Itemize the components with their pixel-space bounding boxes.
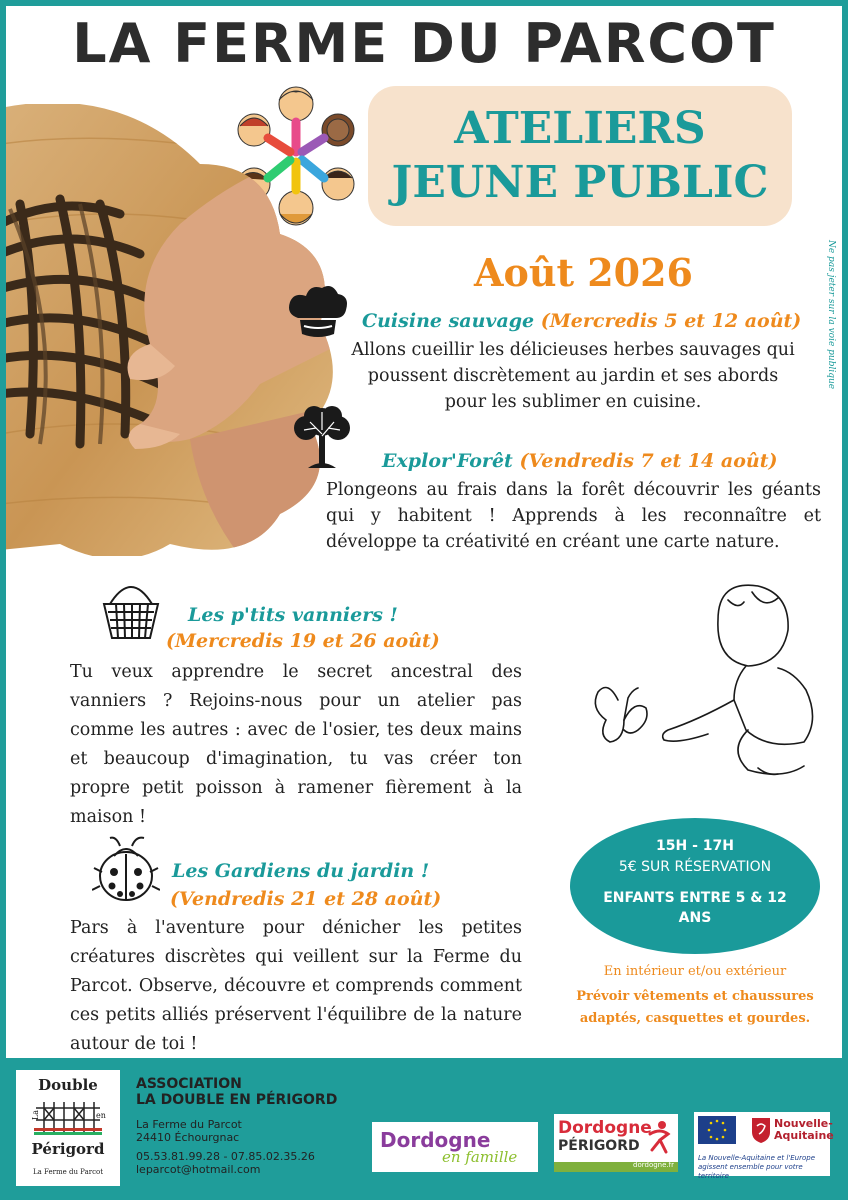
activity-1-name: Cuisine sauvage — [362, 310, 535, 332]
activity-1-dates: (Mercredis 5 et 12 août) — [540, 310, 802, 332]
assoc-line-2: LA DOUBLE EN PÉRIGORD — [136, 1092, 338, 1108]
advice-line-1: Prévoir vêtements et chaussures — [576, 989, 814, 1004]
page-title: LA FERME DU PARCOT — [72, 12, 776, 75]
dper-text-3: dordogne.fr — [633, 1161, 674, 1169]
activity-3-name: Les p'tits vanniers ! — [188, 604, 398, 626]
activity-1-description — [316, 337, 830, 415]
region-name-line-2: Aquitaine — [774, 1129, 834, 1142]
basket-icon — [98, 576, 164, 642]
practical-info-ellipse — [570, 818, 820, 954]
age-line-2: ANS — [678, 910, 712, 926]
assoc-line-1: ASSOCIATION — [136, 1076, 242, 1092]
activity-2-dates: (Vendredis 7 et 14 août) — [519, 450, 778, 472]
dper-text-1: Dordogne — [558, 1118, 652, 1138]
badge-line-1: ATELIERS — [454, 103, 706, 154]
child-butterfly-drawing — [568, 580, 826, 790]
activity-1-line: pour les sublimer en cuisine. — [444, 392, 702, 412]
activity-4-dates: (Vendredis 21 et 28 août) — [170, 888, 442, 910]
dper-text-2: PÉRIGORD — [558, 1138, 640, 1154]
logo-top-text: Double — [38, 1076, 98, 1094]
age-line-1: ENFANTS ENTRE 5 & 12 — [603, 890, 787, 906]
activity-1-title — [362, 310, 801, 332]
price-text: 5€ SUR RÉSERVATION — [618, 859, 772, 875]
region-tagline-line-2: agissent ensemble pour votre territoire — [698, 1163, 803, 1180]
runner-figure-icon — [646, 1120, 672, 1154]
activity-3-dates: (Mercredis 19 et 26 août) — [166, 630, 440, 652]
activity-2-description: Plongeons au frais dans la forêt découvrir les géants qui y habitent ! Apprends à les reconnaître et développe ta créativité en créant une carte nature. — [326, 480, 821, 552]
email-link[interactable]: leparcot@hotmail.com — [136, 1163, 261, 1176]
ladybug-icon — [92, 832, 160, 904]
association-name — [136, 1076, 337, 1108]
activity-1-line: poussent discrètement au jardin et ses abords — [367, 366, 779, 386]
footer — [0, 1058, 848, 1200]
region-lion-icon — [750, 1116, 772, 1144]
dordogne-perigord-logo — [554, 1114, 678, 1172]
region-tagline-line-1: La Nouvelle-Aquitaine et l'Europe — [698, 1154, 816, 1162]
phone-text[interactable]: 05.53.81.99.28 - 07.85.02.35.26 — [136, 1150, 315, 1163]
month-heading: Août 2026 — [474, 250, 694, 295]
contact — [136, 1150, 315, 1176]
activity-1-line: Allons cueillir les délicieuses herbes sauvages qui — [351, 340, 795, 360]
address-line-1: La Ferme du Parcot — [136, 1118, 242, 1131]
nouvelle-aquitaine-europe-logo — [694, 1112, 834, 1180]
eu-flag-icon — [698, 1116, 736, 1144]
activity-4-description: Pars à l'aventure pour dénicher les petites créatures discrètes qui veillent sur la Ferme du Parcot. Observe, découvre et comprends comment ces petits alliés préservent l'équilibre de la nature autour de toi ! — [70, 918, 522, 1054]
region-tagline — [698, 1154, 830, 1181]
fence-icon — [30, 1098, 106, 1138]
logo-side-text-1: La — [31, 1109, 40, 1120]
chef-hat-icon — [286, 284, 350, 342]
hours-text: 15H - 17H — [656, 838, 734, 854]
address — [136, 1118, 242, 1144]
location-text: En intérieur et/ou extérieur — [603, 964, 787, 979]
address-line-2: 24410 Échourgnac — [136, 1131, 240, 1144]
tree-icon — [288, 402, 356, 470]
association-logo — [16, 1070, 120, 1186]
logo-side-text-2: en — [96, 1111, 106, 1120]
activity-4-name: Les Gardiens du jardin ! — [172, 860, 430, 882]
logo-bottom-text: Périgord — [31, 1140, 105, 1158]
workshop-badge — [368, 86, 792, 226]
logo-small-text: La Ferme du Parcot — [32, 1168, 104, 1176]
age-text — [570, 888, 820, 928]
side-note: Ne pas jeter sur la voie publique — [826, 240, 836, 390]
region-name — [774, 1118, 834, 1142]
dordogne-en-famille-logo — [372, 1122, 538, 1172]
dfam-text-1: Dordogne — [380, 1128, 491, 1152]
region-name-line-1: Nouvelle- — [774, 1117, 833, 1130]
badge-line-2: JEUNE PUBLIC — [391, 157, 769, 208]
activity-2-title — [382, 450, 777, 472]
dfam-text-2: en famille — [442, 1148, 518, 1166]
advice-text — [544, 986, 846, 1030]
activity-3-description: Tu veux apprendre le secret ancestral des vanniers ? Rejoins-nous pour un atelier pas comme les autres : avec de l'osier, tes deux mains et beaucoup d'imagination, tu vas créer ton propre petit poisson à ramener fièrement à la maison ! — [70, 662, 522, 827]
activity-2-name: Explor'Forêt — [382, 450, 513, 472]
dper-bar — [554, 1162, 678, 1172]
advice-line-2: adaptés, casquettes et gourdes. — [579, 1011, 811, 1026]
